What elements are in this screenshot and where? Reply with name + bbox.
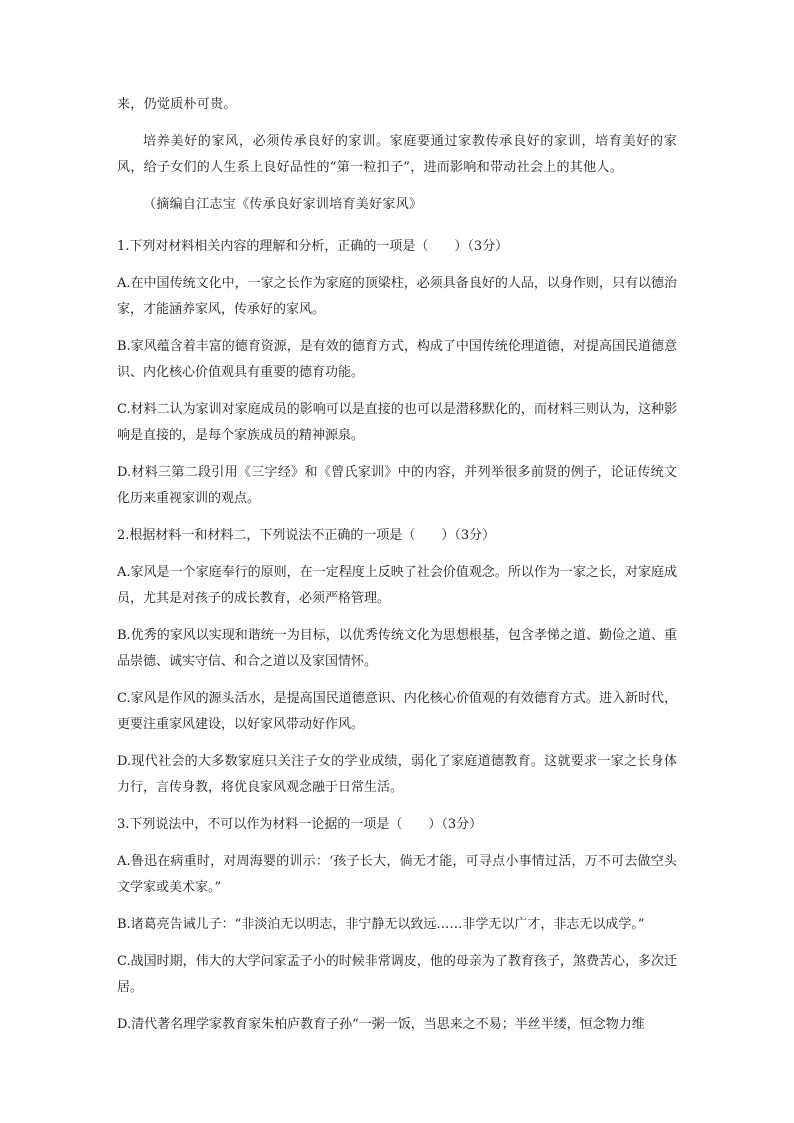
question-option: D.材料三第二段引用《三字经》和《曾氏家训》中的内容，并列举很多前贤的例子，论证传统文化历来重视家训的观点。 xyxy=(117,465,677,506)
question-stem: 1.下列对材料相关内容的理解和分析，正确的一项是（ ）（3分） xyxy=(117,239,509,254)
question-stem: 3.下列说法中，不可以作为材料一论据的一项是（ ）（3分） xyxy=(117,817,483,832)
question-option: C.材料二认为家训对家庭成员的影响可以是直接的也可以是潜移默化的，而材料三则认为，这种影响是直接的，是每个家族成员的精神源泉。 xyxy=(117,402,677,443)
question-1 xyxy=(117,234,677,512)
question-option: D.清代著名理学家教育家朱柏庐教育子孙“一粥一饭，当思来之不易；半丝半缕，恒念物力维 xyxy=(117,1017,645,1032)
question-option: C.家风是作风的源头活水，是提高国民道德意识、内化核心价值观的有效德育方式。进入新时代，更要注重家风建设，以好家风带动好作风。 xyxy=(117,691,677,732)
question-option: A.鲁迅在病重时，对周海婴的训示：‘孩子长大，倘无才能，可寻点小事情过活，万不可去做空头文学家或美术家。” xyxy=(117,854,677,895)
question-option: B.家风蕴含着丰富的德育资源，是有效的德育方式，构成了中国传统伦理道德，对提高国民道德意识、内化核心价值观具有重要的德育功能。 xyxy=(117,339,677,380)
question-3 xyxy=(117,812,677,1038)
question-option: C.战国时期，伟大的大学问家孟子小的时候非常调皮，他的母亲为了教育孩子，煞费苦心，多次迁居。 xyxy=(117,954,677,995)
question-option: A.在中国传统文化中，一家之长作为家庭的顶梁柱，必须具备良好的人品，以身作则，只有以德治家，才能涵养家风，传承好的家风。 xyxy=(117,276,677,317)
passage-closing-paragraph: 培养美好的家风，必须传承良好的家训。家庭要通过家教传承良好的家训，培育美好的家风，给子女们的人生系上良好品性的“第一粒扣子”，进而影响和带动社会上的其他人。 xyxy=(117,134,677,175)
question-option: D.现代社会的大多数家庭只关注子女的学业成绩，弱化了家庭道德教育。这就要求一家之长身体力行，言传身教，将优良家风观念融于日常生活。 xyxy=(117,754,677,795)
question-option: B.诸葛亮告诫儿子：“非淡泊无以明志，非宁静无以致远……非学无以广才，非志无以成学。” xyxy=(117,917,645,932)
question-stem: 2.根据材料一和材料二，下列说法不正确的一项是（ ）（3分） xyxy=(117,528,496,543)
passage-tail-line: 来，仍觉质朴可贵。 xyxy=(117,97,237,112)
passage-source: （摘编自江志宝《传承良好家训培育美好家风》 xyxy=(143,197,423,212)
question-option: A.家风是一个家庭奉行的原则，在一定程度上反映了社会价值观念。所以作为一家之长，对家庭成员，尤其是对孩子的成长教育，必须严格管理。 xyxy=(117,565,677,606)
exam-page xyxy=(117,92,677,1049)
question-option: B.优秀的家风以实现和谐统一为目标，以优秀传统文化为思想根基，包含孝悌之道、勤俭之道、重品崇德、诚实守信、和合之道以及家国情怀。 xyxy=(117,628,677,669)
question-2 xyxy=(117,523,677,801)
